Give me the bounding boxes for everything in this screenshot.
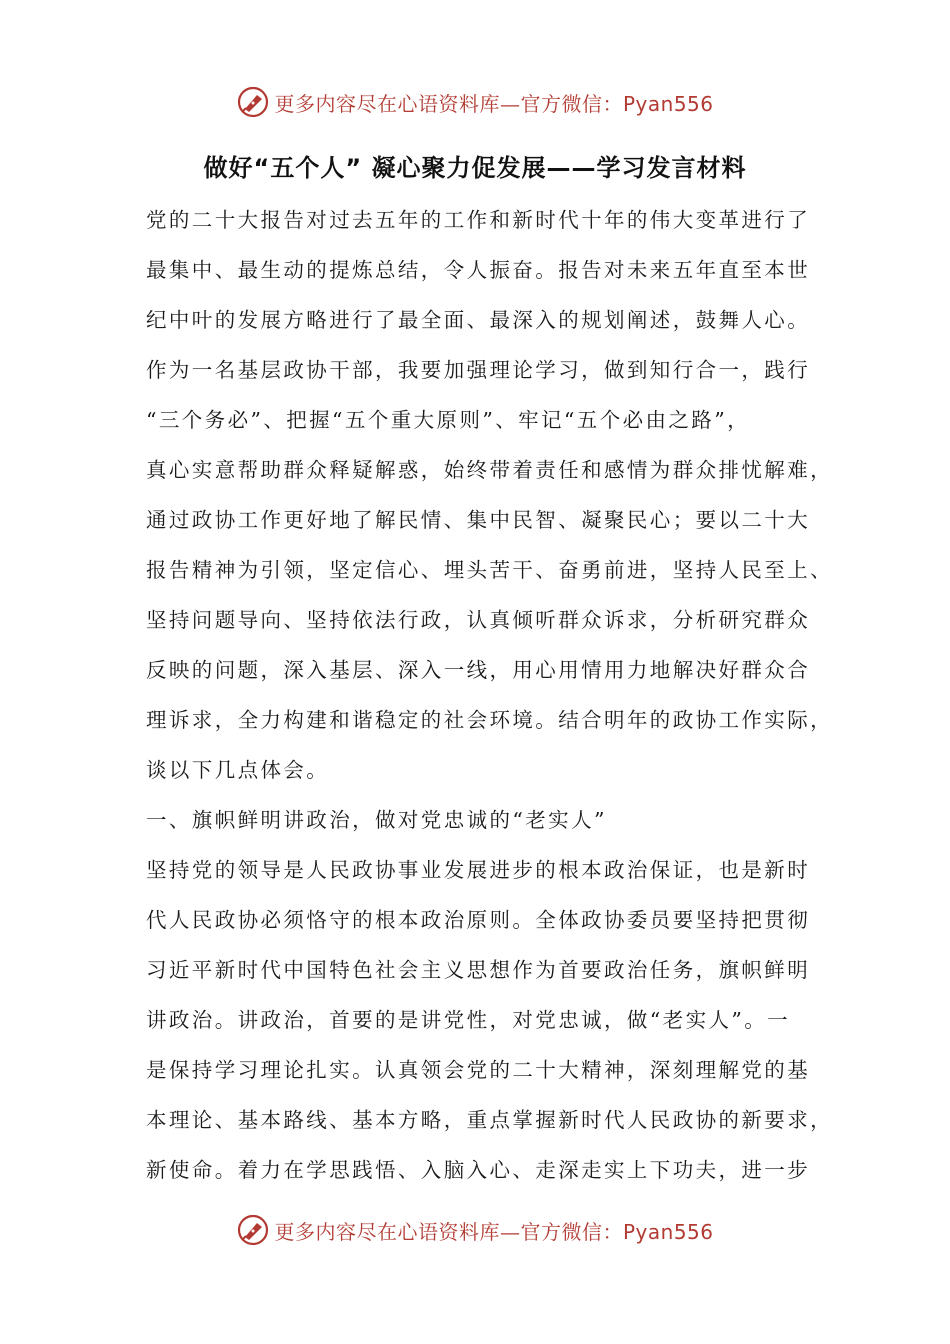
- body-line: 反映的问题，深入基层、深入一线，用心用情用力地解决好群众合: [146, 658, 811, 682]
- document-body: [146, 200, 833, 1200]
- body-line: 党的二十大报告对过去五年的工作和新时代十年的伟大变革进行了: [146, 208, 811, 232]
- wechat-id: Pyan556: [622, 91, 714, 116]
- body-line: 真心实意帮助群众释疑解惑，始终带着责任和感情为群众排忧解难，: [146, 458, 833, 482]
- watermark-text: 更多内容尽在心语资料库—官方微信：Pyan556: [274, 91, 714, 116]
- body-line: 本理论、基本路线、基本方略，重点掌握新时代人民政协的新要求，: [146, 1108, 833, 1132]
- watermark-text: 更多内容尽在心语资料库—官方微信：Pyan556: [274, 1219, 714, 1244]
- body-line: 习近平新时代中国特色社会主义思想作为首要政治任务，旗帜鲜明: [146, 958, 811, 982]
- wechat-id: Pyan556: [622, 1219, 714, 1244]
- body-line: 理诉求，全力构建和谐稳定的社会环境。结合明年的政协工作实际，: [146, 708, 833, 732]
- body-line: 报告精神为引领，坚定信心、埋头苦干、奋勇前进，坚持人民至上、: [146, 558, 833, 582]
- body-line: 通过政协工作更好地了解民情、集中民智、凝聚民心；要以二十大: [146, 508, 811, 532]
- body-line: 是保持学习理论扎实。认真领会党的二十大精神，深刻理解党的基: [146, 1058, 811, 1082]
- body-line: 代人民政协必须恪守的根本政治原则。全体政协委员要坚持把贯彻: [146, 908, 811, 932]
- body-line: 谈以下几点体会。: [146, 758, 330, 782]
- section-heading: 一、旗帜鲜明讲政治，做对党忠诚的“老实人”: [146, 808, 607, 832]
- watermark-banner-top: [0, 80, 950, 124]
- body-line: 作为一名基层政协干部，我要加强理论学习，做到知行合一，践行: [146, 358, 811, 382]
- body-line: 纪中叶的发展方略进行了最全面、最深入的规划阐述，鼓舞人心。: [146, 308, 811, 332]
- pen-nib-logo-icon: [236, 1213, 270, 1247]
- body-line: 坚持党的领导是人民政协事业发展进步的根本政治保证，也是新时: [146, 858, 811, 882]
- body-line: “三个务必”、把握“五个重大原则”、牢记“五个必由之路”，: [146, 408, 750, 432]
- body-line: 坚持问题导向、坚持依法行政，认真倾听群众诉求，分析研究群众: [146, 608, 811, 632]
- document-title: 做好“五个人” 凝心聚力促发展——学习发言材料: [203, 154, 747, 182]
- body-line: 最集中、最生动的提炼总结，令人振奋。报告对未来五年直至本世: [146, 258, 811, 282]
- body-line: 新使命。着力在学思践悟、入脑入心、走深走实上下功夫，进一步: [146, 1158, 811, 1182]
- body-line: 讲政治。讲政治，首要的是讲党性，对党忠诚，做“老实人”。一: [146, 1008, 791, 1032]
- watermark-banner-bottom: [0, 1208, 950, 1252]
- pen-nib-logo-icon: [236, 85, 270, 119]
